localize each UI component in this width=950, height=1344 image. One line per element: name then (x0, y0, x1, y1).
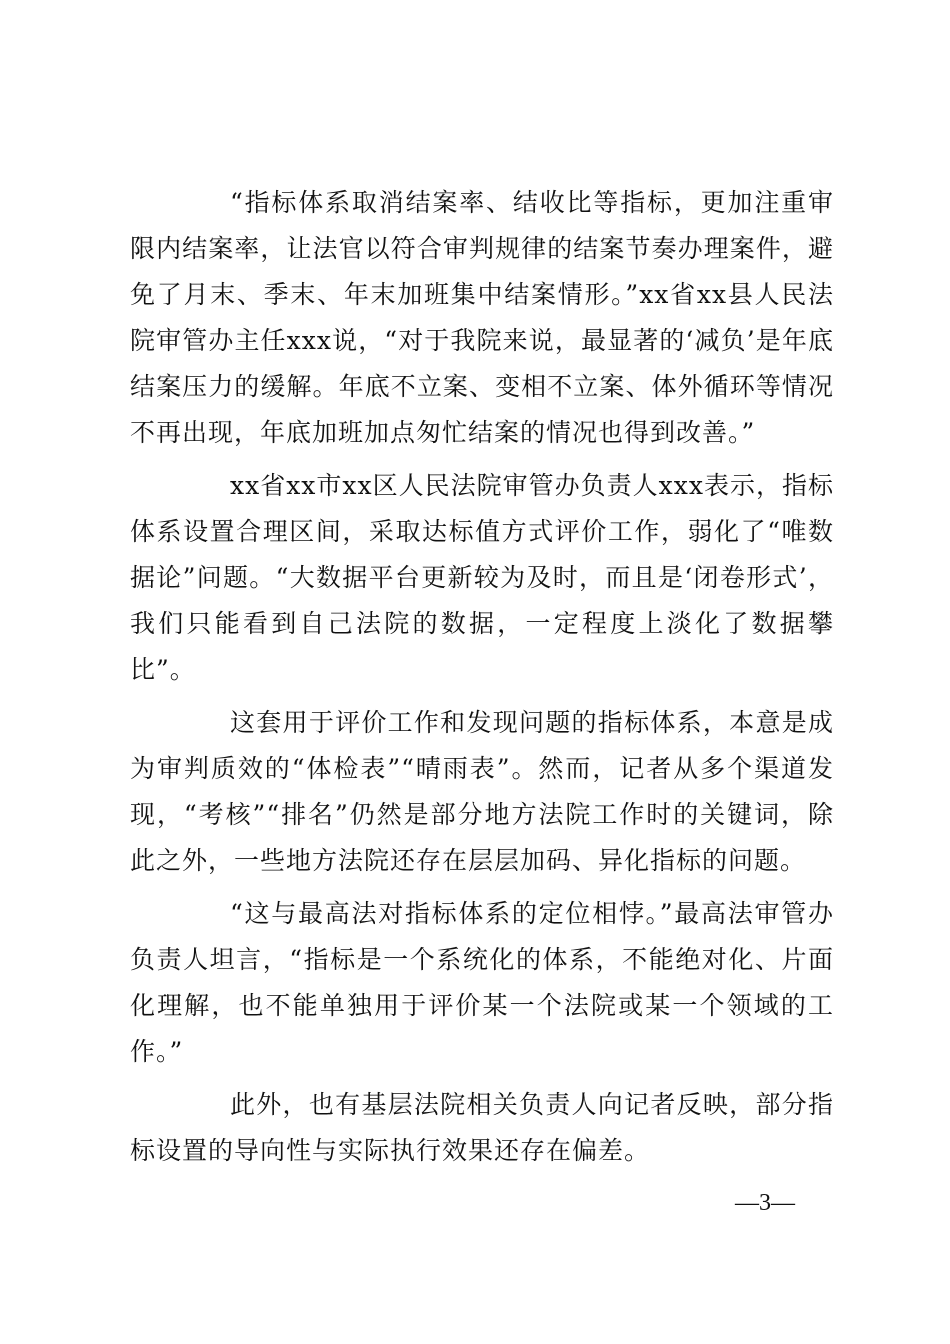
paragraph-4: “这与最高法对指标体系的定位相悖。”最高法审管办负责人坦言，“指标是一个系统化的体系，不能绝对化、片面化理解，也不能单独用于评价某一个法院或某一个领域的工作。” (130, 899, 834, 1066)
paragraph-5: 此外，也有基层法院相关负责人向记者反映，部分指标设置的导向性与实际执行效果还存在偏差。 (130, 1090, 834, 1165)
page-number: —3— (735, 1190, 795, 1216)
paragraph-3: 这套用于评价工作和发现问题的指标体系，本意是成为审判质效的“体检表”“晴雨表”。然而，记者从多个渠道发现，“考核”“排名”仍然是部分地方法院工作时的关键词，除此之外，一些地方法院还存在层层加码、异化指标的问题。 (130, 708, 834, 875)
article-body (130, 180, 834, 1181)
paragraph-1: “指标体系取消结案率、结收比等指标，更加注重审限内结案率，让法官以符合审判规律的结案节奏办理案件，避免了月末、季末、年末加班集中结案情形。”xx省xx县人民法院审管办主任xxx说，“对于我院来说，最显著的‘减负’是年底结案压力的缓解。年底不立案、变相不立案、体外循环等情况不再出现，年底加班加点匆忙结案的情况也得到改善。” (130, 188, 834, 447)
paragraph-2: xx省xx市xx区人民法院审管办负责人xxx表示，指标体系设置合理区间，采取达标值方式评价工作，弱化了“唯数据论”问题。“大数据平台更新较为及时，而且是‘闭卷形式’，我们只能看到自己法院的数据，一定程度上淡化了数据攀比”。 (130, 471, 834, 684)
